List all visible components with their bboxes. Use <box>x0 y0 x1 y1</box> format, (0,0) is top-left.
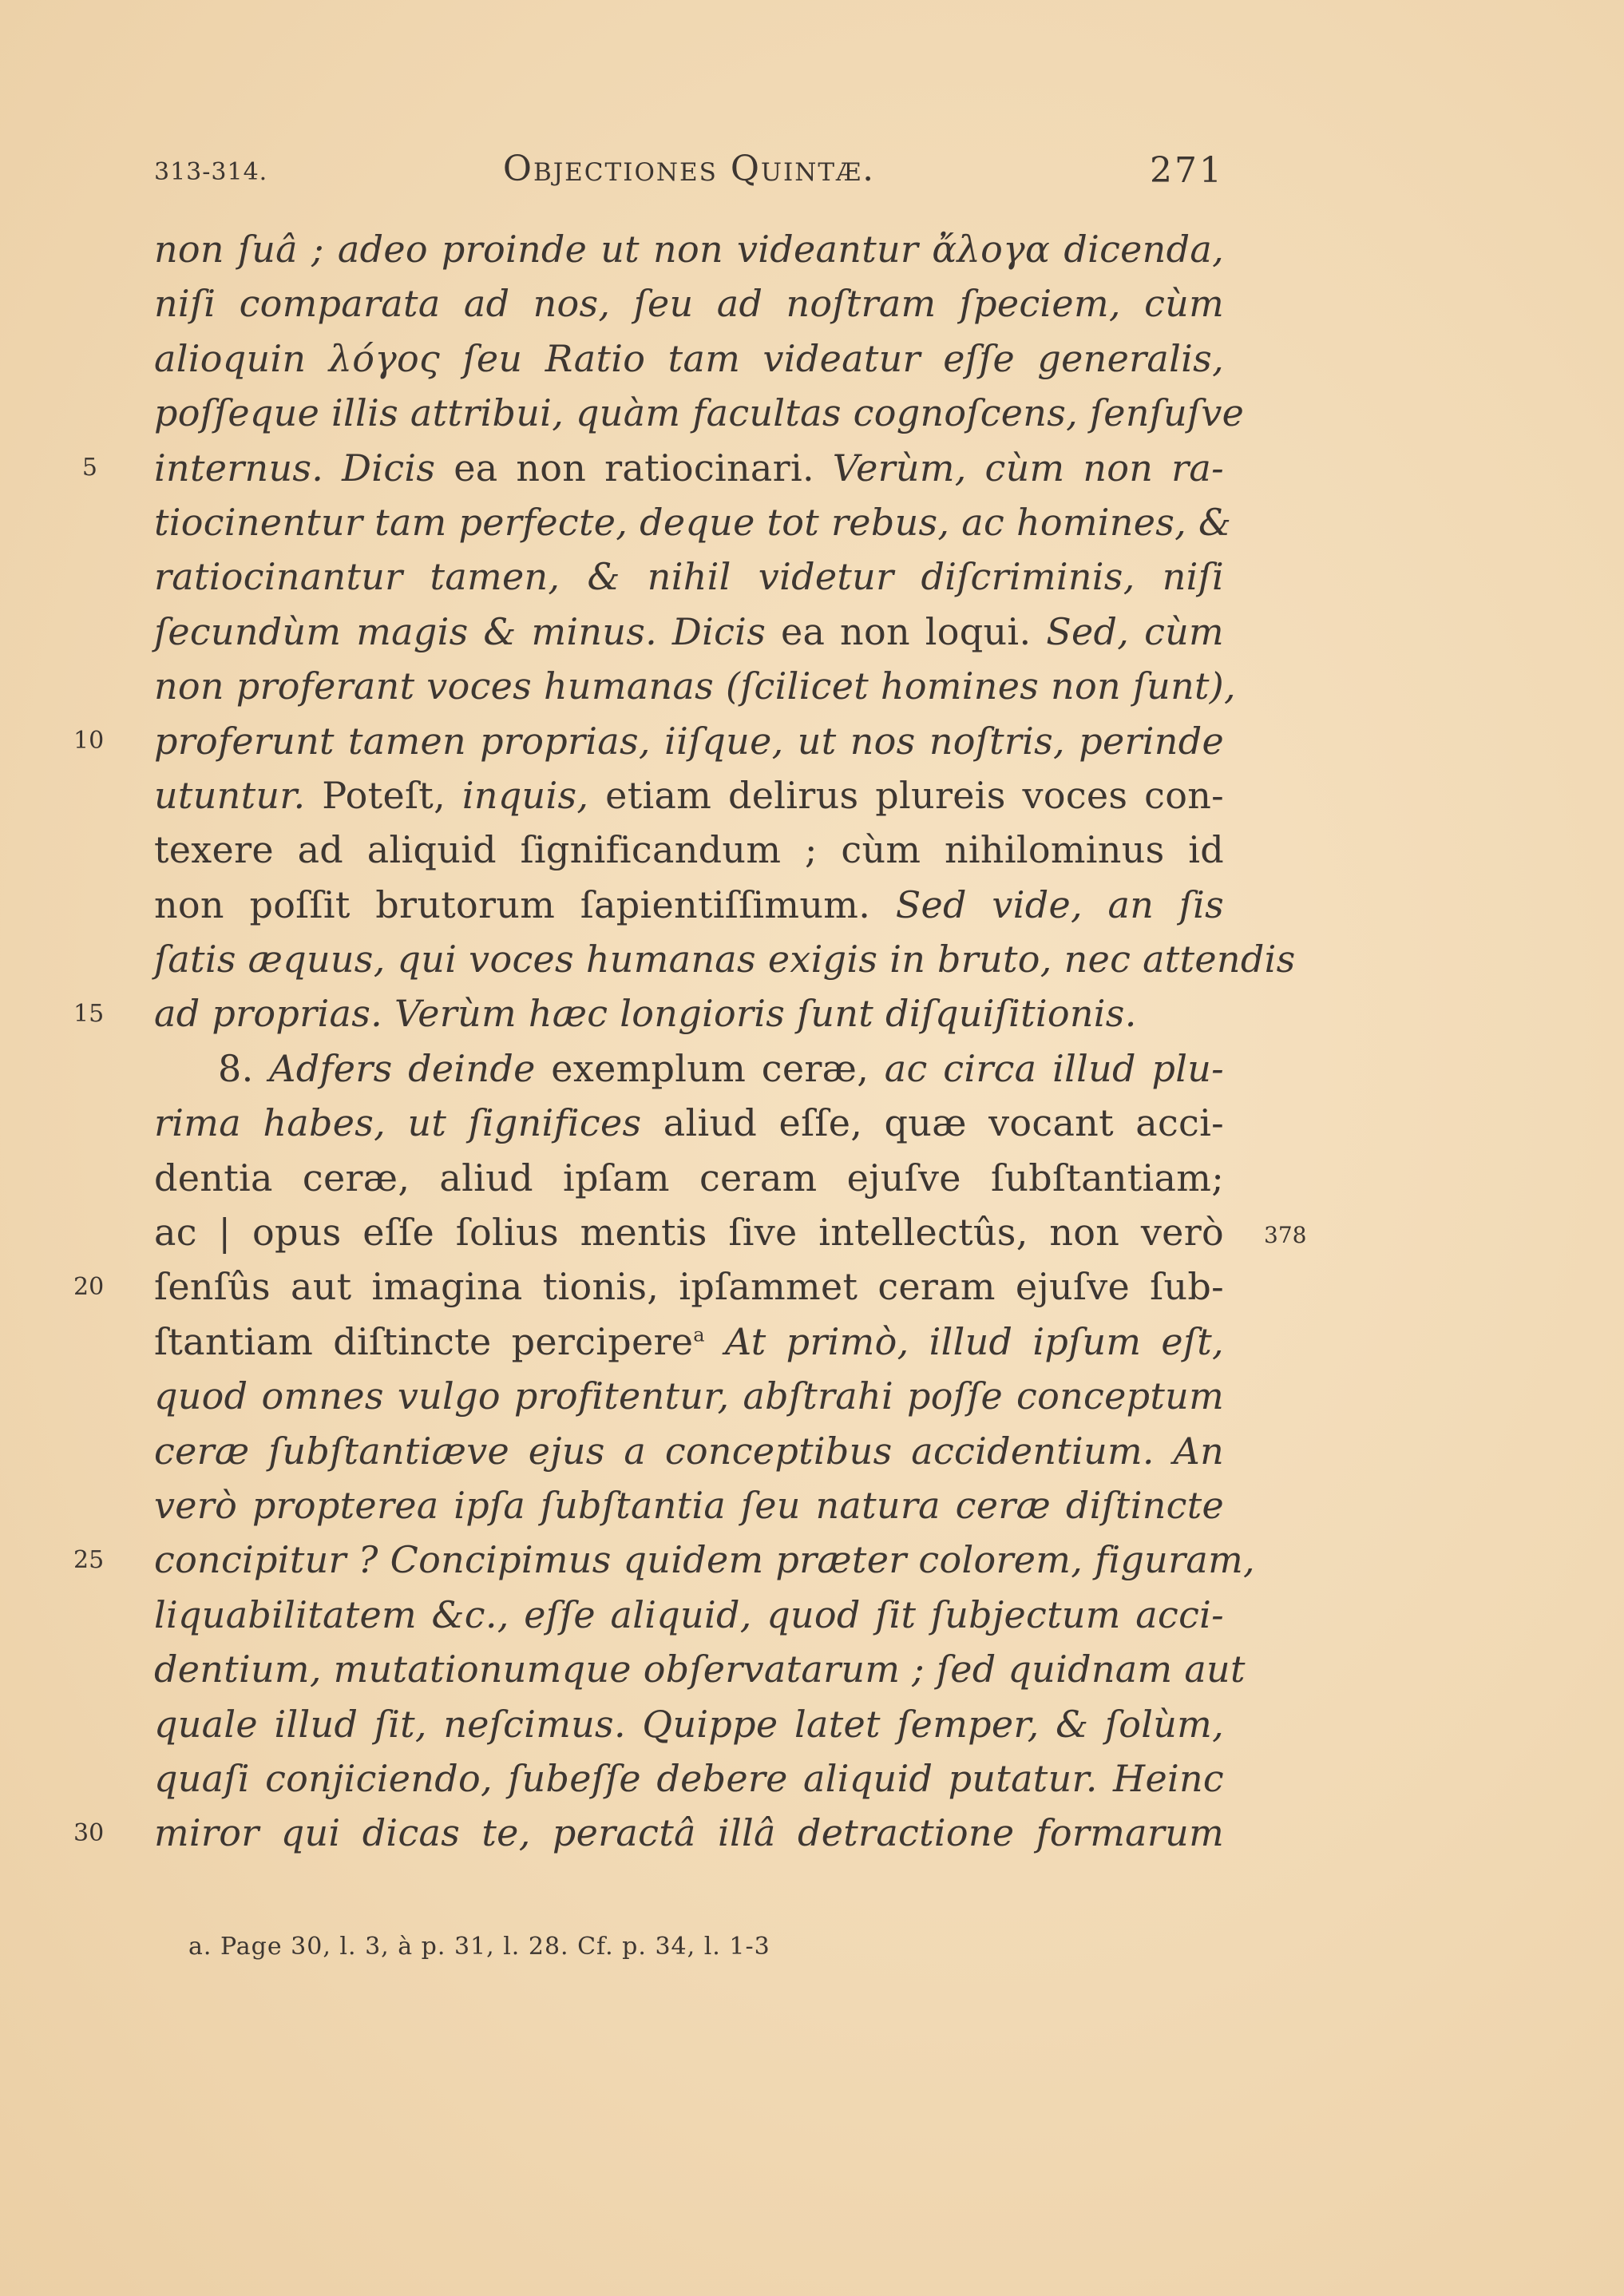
text-segment: ſecundùm magis & minus. <box>154 609 672 653</box>
text-line <box>154 1806 1224 1860</box>
text-segment: dentia ceræ, aliud ipſam ceram ejuſve ſubſtantiam; <box>154 1156 1224 1200</box>
text-segment: tiocinentur tam perfecte, deque tot rebus, ac homines, & <box>154 500 1232 544</box>
text-segment: Dicis <box>342 446 436 490</box>
line-number: 5 <box>81 453 97 482</box>
text-line <box>154 932 1296 986</box>
text-line <box>154 605 1224 659</box>
text-line <box>154 659 1236 713</box>
text-segment: quod omnes vulgo profitentur, abſtrahi poſſe conceptum <box>154 1374 1224 1418</box>
text-segment: ceræ ſubſtantiæve ejus a conceptibus accidentium. An <box>154 1429 1224 1473</box>
text-segment: ſatis æquus, qui voces humanas exigis in bruto, nec attendis <box>154 938 1296 981</box>
text-segment: verò propterea ipſa ſubſtantia ſeu natura ceræ diſtincte <box>154 1483 1224 1527</box>
text-line <box>154 495 1232 549</box>
footnote-marker: a <box>693 1323 705 1346</box>
text-line <box>154 1315 1224 1369</box>
text-segment: quale illud ſit, neſcimus. Quippe latet ſemper, & ſolùm, <box>154 1702 1224 1746</box>
text-segment: non proferant voces humanas (ſcilicet homines non ſunt), <box>154 664 1236 708</box>
footnote: a. Page 30, l. 3, à p. 31, l. 28. Cf. p. 34, l. 1-3 <box>188 1933 770 1961</box>
line-number: 30 <box>73 1818 105 1847</box>
text-segment: liquabilitatem &c., eſſe aliquid, quod ſit ſubjectum acci- <box>154 1592 1224 1636</box>
text-segment: Sed, cùm <box>1046 609 1224 653</box>
text-line <box>154 1697 1224 1751</box>
text-line <box>154 1151 1224 1205</box>
text-segment: ea non loqui. <box>766 609 1047 653</box>
text-line <box>154 1369 1224 1423</box>
text-line <box>154 1751 1224 1806</box>
text-segment: Poteſt, <box>305 773 462 817</box>
text-segment: rima habes, ut ſignifices <box>154 1101 642 1145</box>
text-segment: proferunt tamen proprias, iiſque, ut nos noſtris, perinde <box>154 719 1224 763</box>
text-line <box>154 1259 1224 1314</box>
text-line <box>154 823 1224 877</box>
text-segment: non poſſit brutorum ſapientiſſimum. <box>154 882 896 926</box>
text-line <box>154 276 1224 331</box>
text-line <box>154 386 1245 440</box>
line-number: 15 <box>73 999 105 1028</box>
text-line <box>154 714 1224 768</box>
running-head-title: Objectiones Quintæ. <box>502 149 876 189</box>
page-number: 271 <box>1150 150 1224 191</box>
text-segment: ac circa illud plu- <box>884 1046 1224 1090</box>
text-line <box>154 768 1224 823</box>
text-segment: dentium, mutationumque obſervatarum ; ſed quidnam aut <box>154 1648 1246 1691</box>
line-number: 20 <box>73 1272 105 1301</box>
text-line <box>154 986 1224 1041</box>
text-segment: 8. <box>218 1046 270 1090</box>
text-line <box>154 1533 1255 1587</box>
text-segment: Adfers deinde <box>269 1046 536 1090</box>
text-segment: miror qui dicas te, peractâ illâ detractione formarum <box>154 1811 1224 1855</box>
text-segment: ſenſûs aut imagina tionis, ipſammet ceram ejuſve ſub- <box>154 1265 1224 1309</box>
text-segment: non ſuâ ; adeo proinde ut non videantur ἄλογα dicenda, <box>154 228 1224 271</box>
text-line <box>154 1041 1224 1096</box>
text-segment: Verùm, cùm non ra- <box>832 446 1224 490</box>
text-line <box>154 441 1224 495</box>
text-line <box>154 331 1224 386</box>
text-segment: poſſeque illis attribui, quàm facultas cognoſcens, ſenſuſve <box>154 391 1245 435</box>
text-segment: ad proprias. Verùm hæc longioris ſunt diſquiſitionis. <box>154 992 1137 1036</box>
line-number: 10 <box>73 726 105 755</box>
running-head <box>154 149 1224 196</box>
text-segment: concipitur ? Concipimus quidem præter colorem, figuram, <box>154 1538 1255 1582</box>
text-segment: ſtantiam diſtincte percipere <box>154 1319 694 1363</box>
text-segment: ac | opus eſſe ſolius mentis ſive intellectûs, non verò <box>154 1211 1224 1255</box>
running-head-pages: 313-314. <box>154 158 268 186</box>
text-line <box>154 1478 1224 1533</box>
text-segment: inquis, <box>461 773 589 817</box>
text-line <box>154 549 1224 604</box>
text-segment: aliud eſſe, quæ vocant acci- <box>641 1101 1224 1145</box>
text-segment: niſi comparata ad nos, ſeu ad noſtram ſpeciem, cùm <box>154 282 1224 326</box>
text-line <box>154 1205 1224 1259</box>
text-segment: internus. <box>154 446 343 490</box>
margin-page-reference: 378 <box>1264 1222 1307 1249</box>
text-segment: ea non ratiocinari. <box>435 446 833 490</box>
text-segment: Dicis <box>671 609 766 653</box>
text-line <box>154 1096 1224 1150</box>
text-segment: texere ad aliquid ſignificandum ; cùm nihilominus id <box>154 828 1224 872</box>
text-segment: ratiocinantur tamen, & nihil videtur diſcriminis, niſi <box>154 555 1224 599</box>
text-line <box>154 222 1224 276</box>
text-line <box>154 1588 1224 1642</box>
text-segment: At primò, illud ipſum eſt, <box>704 1319 1224 1363</box>
text-segment: exemplum ceræ, <box>535 1046 885 1090</box>
text-segment: etiam delirus plureis voces con- <box>588 773 1224 817</box>
text-segment: alioquin λόγος ſeu Ratio tam videatur eſſe generalis, <box>154 336 1224 380</box>
text-segment: utuntur. <box>154 773 306 817</box>
line-number: 25 <box>73 1545 105 1574</box>
text-segment: Sed vide, an ſis <box>895 882 1224 926</box>
text-line <box>154 878 1224 932</box>
text-segment: quaſi conjiciendo, ſubeſſe debere aliquid putatur. Heinc <box>154 1756 1224 1800</box>
text-line <box>154 1424 1224 1478</box>
text-line <box>154 1642 1246 1696</box>
